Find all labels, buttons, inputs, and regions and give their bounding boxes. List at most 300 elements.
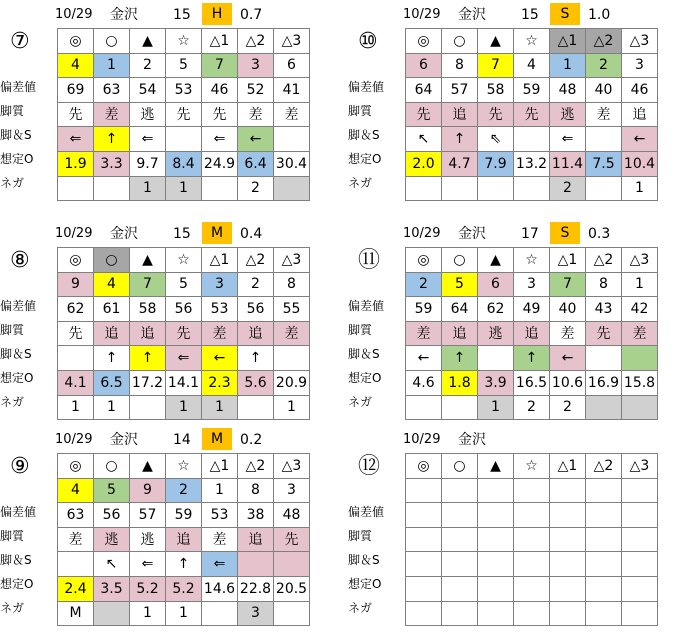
cell-renka1: ⇐ [550, 127, 586, 152]
race-score: 0.4 [240, 226, 263, 242]
cell-honmei: 64 [406, 78, 442, 103]
race-grade-badge: H [202, 3, 232, 25]
cell-hoshi: 4 [514, 53, 550, 78]
runner-count: 14 [173, 432, 191, 448]
cell-taikou: ↑ [442, 346, 478, 371]
mark-hoshi: ☆ [514, 248, 550, 273]
cell-renka2: 2 [238, 176, 274, 201]
row-label-expected-o: 想定O [348, 152, 382, 166]
expected-odds-row [58, 370, 310, 395]
cell-renka3: 1 [622, 272, 658, 297]
cell-renka2 [238, 552, 274, 577]
cell-hoshi [514, 552, 550, 577]
cell-renka2: 追 [238, 527, 274, 552]
cell-honmei: 4.6 [406, 370, 442, 395]
nega-row [58, 395, 310, 420]
cell-hoshi: 先 [166, 321, 202, 346]
cell-tanana: 1 [130, 601, 166, 626]
cell-renka2 [586, 503, 622, 528]
cell-renka1: ← [550, 346, 586, 371]
cell-renka1: 7 [550, 272, 586, 297]
mark-taikou: ○ [442, 29, 478, 54]
cell-hoshi [514, 176, 550, 201]
race-date: 10/29 [55, 226, 93, 241]
cell-honmei [406, 576, 442, 601]
race-number: ⑫ [358, 454, 381, 479]
cell-tanana: 逃 [478, 321, 514, 346]
cell-renka2: 3 [238, 53, 274, 78]
cell-renka3 [274, 346, 310, 371]
nega-row [406, 176, 658, 201]
mark-renka3: △3 [622, 454, 658, 479]
cell-renka1: 差 [202, 321, 238, 346]
cell-honmei [406, 527, 442, 552]
race-grade-badge: M [202, 428, 232, 450]
mark-renka2: △2 [586, 29, 622, 54]
mark-renka2: △2 [238, 29, 274, 54]
cell-renka1: 1 [550, 53, 586, 78]
mark-renka2: △2 [586, 454, 622, 479]
cell-hoshi: 3 [514, 272, 550, 297]
runner-count: 15 [173, 7, 191, 23]
prediction-grid [57, 28, 310, 201]
cell-tanana: 1 [130, 176, 166, 201]
prediction-grid [405, 247, 658, 420]
race-panel [0, 3, 330, 208]
cell-tanana: 6 [478, 272, 514, 297]
cell-renka1: 差 [550, 321, 586, 346]
race-panel [348, 222, 677, 427]
row-label-leg-quality: 脚質 [0, 323, 25, 337]
cell-tanana: 9.7 [130, 151, 166, 176]
race-header [0, 3, 330, 25]
cell-tanana: 54 [130, 78, 166, 103]
race-header [348, 428, 677, 450]
cell-taikou [94, 601, 130, 626]
row-label-nega: ネガ [0, 395, 25, 409]
nega-row [58, 176, 310, 201]
cell-renka1: 2 [550, 395, 586, 420]
race-panel [0, 222, 330, 427]
race-venue: 金沢 [458, 7, 486, 23]
cell-taikou: 差 [94, 102, 130, 127]
cell-hoshi [514, 527, 550, 552]
cell-renka2: 52 [238, 78, 274, 103]
cell-tanana [478, 346, 514, 371]
cell-renka1: 逃 [550, 102, 586, 127]
cell-taikou: 56 [94, 503, 130, 528]
cell-renka3 [622, 601, 658, 626]
race-header [348, 222, 677, 244]
mark-renka3: △3 [274, 29, 310, 54]
leg-speed-row [406, 346, 658, 371]
cell-tanana: 57 [130, 503, 166, 528]
cell-honmei: ⇐ [58, 127, 94, 152]
mark-renka3: △3 [622, 29, 658, 54]
cell-renka3: 1 [622, 176, 658, 201]
cell-tanana: 逃 [130, 527, 166, 552]
cell-hoshi: 1 [166, 176, 202, 201]
cell-renka2: 3 [238, 601, 274, 626]
race-grade-badge: S [550, 222, 580, 244]
cell-honmei [406, 552, 442, 577]
cell-renka2: 40 [586, 78, 622, 103]
leg-speed-row [58, 552, 310, 577]
mark-renka2: △2 [586, 248, 622, 273]
runner-count: 17 [521, 226, 539, 242]
cell-renka3: 41 [274, 78, 310, 103]
cell-taikou [94, 176, 130, 201]
deviation-row [406, 503, 658, 528]
cell-tanana [478, 478, 514, 503]
cell-hoshi [514, 503, 550, 528]
cell-hoshi: ↑ [514, 346, 550, 371]
race-date: 10/29 [403, 7, 441, 22]
mark-tanana: ▲ [130, 29, 166, 54]
mark-header-row [58, 248, 310, 273]
cell-taikou: 1.8 [442, 370, 478, 395]
runner-count: 15 [521, 7, 539, 23]
cell-honmei: 先 [406, 102, 442, 127]
cell-renka2: 7.5 [586, 151, 622, 176]
cell-renka1: 10.6 [550, 370, 586, 395]
cell-renka3 [274, 176, 310, 201]
mark-honmei: ◎ [58, 29, 94, 54]
leg-quality-row [406, 321, 658, 346]
cell-honmei: 4.1 [58, 370, 94, 395]
cell-renka2 [586, 576, 622, 601]
cell-hoshi: 追 [514, 321, 550, 346]
cell-taikou: 5 [442, 272, 478, 297]
row-label-expected-o: 想定O [348, 371, 382, 385]
mark-honmei: ◎ [58, 454, 94, 479]
row-label-nega: ネガ [348, 601, 373, 615]
cell-hoshi: 1 [166, 601, 202, 626]
cell-renka3: 3 [622, 53, 658, 78]
cell-hoshi: 5 [166, 53, 202, 78]
row-label-deviation: 偏差値 [348, 505, 385, 519]
cell-tanana: 先 [478, 102, 514, 127]
race-number: ⑧ [10, 248, 30, 273]
cell-renka2: 先 [586, 321, 622, 346]
cell-tanana: 5.2 [130, 576, 166, 601]
deviation-row [406, 297, 658, 322]
cell-honmei: 62 [58, 297, 94, 322]
cell-taikou: 3.5 [94, 576, 130, 601]
cell-honmei: 先 [58, 321, 94, 346]
cell-tanana: 7 [130, 272, 166, 297]
cell-renka3: 15.8 [622, 370, 658, 395]
cell-taikou: 5 [94, 478, 130, 503]
cell-renka2: 56 [238, 297, 274, 322]
leg-speed-row [406, 552, 658, 577]
cell-renka3: 差 [274, 321, 310, 346]
post-number-row [406, 478, 658, 503]
cell-renka2: 差 [238, 102, 274, 127]
cell-taikou: 追 [94, 321, 130, 346]
cell-renka2: 43 [586, 297, 622, 322]
cell-hoshi: 1 [166, 395, 202, 420]
cell-honmei: 差 [58, 527, 94, 552]
cell-honmei [406, 601, 442, 626]
cell-honmei: 差 [406, 321, 442, 346]
cell-renka3 [622, 552, 658, 577]
leg-speed-row [58, 127, 310, 152]
cell-honmei: ← [406, 346, 442, 371]
cell-honmei: 59 [406, 297, 442, 322]
race-grade-badge: S [550, 3, 580, 25]
cell-tanana: 追 [130, 321, 166, 346]
expected-odds-row [406, 576, 658, 601]
cell-hoshi: 2 [166, 478, 202, 503]
cell-renka2: 差 [586, 102, 622, 127]
cell-tanana: ↑ [130, 346, 166, 371]
mark-renka2: △2 [238, 454, 274, 479]
cell-renka1: 2 [550, 176, 586, 201]
cell-hoshi: 8.4 [166, 151, 202, 176]
cell-renka2 [586, 478, 622, 503]
mark-renka1: △1 [202, 454, 238, 479]
cell-taikou: 追 [442, 321, 478, 346]
row-label-leg-quality: 脚質 [0, 529, 25, 543]
cell-honmei [406, 395, 442, 420]
cell-renka2: ↑ [238, 346, 274, 371]
cell-hoshi [514, 478, 550, 503]
mark-hoshi: ☆ [166, 29, 202, 54]
mark-header-row [406, 29, 658, 54]
cell-renka2: 5.6 [238, 370, 274, 395]
cell-renka3: 1 [274, 395, 310, 420]
post-number-row [406, 272, 658, 297]
cell-renka3: 6 [274, 53, 310, 78]
cell-renka3: 20.5 [274, 576, 310, 601]
mark-taikou: ○ [442, 248, 478, 273]
cell-renka3 [274, 552, 310, 577]
mark-header-row [406, 454, 658, 479]
race-venue: 金沢 [458, 432, 486, 448]
cell-honmei: 4 [58, 478, 94, 503]
cell-renka3: ← [622, 127, 658, 152]
cell-renka2: 8 [586, 272, 622, 297]
cell-taikou [442, 176, 478, 201]
mark-tanana: ▲ [478, 248, 514, 273]
cell-renka1: 46 [202, 78, 238, 103]
race-panel [348, 3, 677, 208]
cell-renka1: 差 [202, 527, 238, 552]
mark-tanana: ▲ [130, 454, 166, 479]
mark-tanana: ▲ [130, 248, 166, 273]
cell-renka1 [550, 478, 586, 503]
expected-odds-row [406, 370, 658, 395]
cell-taikou: 64 [442, 297, 478, 322]
mark-honmei: ◎ [406, 248, 442, 273]
cell-renka2 [586, 552, 622, 577]
race-score: 0.3 [588, 226, 611, 242]
cell-renka2: 22.8 [238, 576, 274, 601]
cell-honmei [406, 503, 442, 528]
row-label-expected-o: 想定O [0, 577, 34, 591]
post-number-row [58, 53, 310, 78]
cell-renka3: 55 [274, 297, 310, 322]
cell-honmei: 69 [58, 78, 94, 103]
cell-hoshi: 先 [166, 102, 202, 127]
row-label-leg-quality: 脚質 [348, 104, 373, 118]
cell-tanana: 1 [478, 395, 514, 420]
mark-tanana: ▲ [478, 454, 514, 479]
prediction-grid [57, 247, 310, 420]
race-number: ⑦ [10, 29, 30, 54]
race-grade-badge [550, 428, 580, 450]
cell-renka1 [202, 601, 238, 626]
cell-renka2 [586, 395, 622, 420]
cell-taikou: 4.7 [442, 151, 478, 176]
cell-honmei: 先 [58, 102, 94, 127]
cell-renka2 [586, 176, 622, 201]
cell-taikou [442, 478, 478, 503]
nega-row [58, 601, 310, 626]
cell-honmei [58, 176, 94, 201]
cell-hoshi: ↑ [166, 552, 202, 577]
cell-tanana: 62 [478, 297, 514, 322]
mark-renka1: △1 [550, 29, 586, 54]
cell-taikou: 3.3 [94, 151, 130, 176]
cell-renka3 [622, 576, 658, 601]
cell-tanana: ⇐ [130, 127, 166, 152]
cell-taikou: 4 [94, 272, 130, 297]
cell-taikou: ↑ [94, 346, 130, 371]
cell-renka2: 16.9 [586, 370, 622, 395]
race-venue: 金沢 [110, 432, 138, 448]
expected-odds-row [406, 151, 658, 176]
cell-renka3: 先 [274, 527, 310, 552]
expected-odds-row [58, 151, 310, 176]
cell-honmei: ↖ [406, 127, 442, 152]
cell-hoshi [514, 127, 550, 152]
cell-renka1: 14.6 [202, 576, 238, 601]
row-label-deviation: 偏差値 [0, 299, 37, 313]
cell-renka3: 10.4 [622, 151, 658, 176]
race-venue: 金沢 [110, 226, 138, 242]
cell-hoshi: ⇐ [166, 346, 202, 371]
cell-renka1: ⇐ [202, 127, 238, 152]
row-label-nega: ネガ [348, 176, 373, 190]
cell-honmei [58, 552, 94, 577]
cell-renka3 [622, 503, 658, 528]
cell-renka1: ← [202, 346, 238, 371]
cell-hoshi: 5.2 [166, 576, 202, 601]
cell-hoshi: 53 [166, 78, 202, 103]
nega-row [406, 395, 658, 420]
cell-taikou: ↑ [442, 127, 478, 152]
cell-hoshi: 16.5 [514, 370, 550, 395]
leg-quality-row [406, 102, 658, 127]
leg-quality-row [58, 321, 310, 346]
deviation-row [58, 297, 310, 322]
mark-renka2: △2 [238, 248, 274, 273]
cell-tanana: ⇖ [478, 127, 514, 152]
cell-renka3: 8 [274, 272, 310, 297]
cell-tanana: 2 [130, 53, 166, 78]
cell-renka2: 38 [238, 503, 274, 528]
deviation-row [58, 78, 310, 103]
cell-renka2 [586, 527, 622, 552]
race-date: 10/29 [403, 432, 441, 447]
mark-honmei: ◎ [58, 248, 94, 273]
cell-tanana: 58 [130, 297, 166, 322]
cell-tanana: 58 [478, 78, 514, 103]
deviation-row [406, 78, 658, 103]
cell-honmei [406, 478, 442, 503]
mark-renka3: △3 [622, 248, 658, 273]
row-label-nega: ネガ [348, 395, 373, 409]
cell-hoshi: 先 [514, 102, 550, 127]
cell-renka3: 30.4 [274, 151, 310, 176]
cell-renka3 [622, 478, 658, 503]
mark-renka1: △1 [550, 454, 586, 479]
cell-renka1: 1 [202, 395, 238, 420]
cell-honmei: 9 [58, 272, 94, 297]
cell-honmei: 2 [406, 272, 442, 297]
cell-renka2: 2 [238, 272, 274, 297]
cell-tanana [478, 552, 514, 577]
cell-tanana: 9 [130, 478, 166, 503]
cell-hoshi: 追 [166, 527, 202, 552]
cell-renka2 [238, 395, 274, 420]
race-score: 0.7 [240, 7, 263, 23]
leg-speed-row [406, 127, 658, 152]
cell-tanana [478, 176, 514, 201]
cell-renka2: 2 [586, 53, 622, 78]
deviation-row [58, 503, 310, 528]
cell-renka3: 差 [274, 102, 310, 127]
row-label-deviation: 偏差値 [0, 505, 37, 519]
cell-hoshi: 49 [514, 297, 550, 322]
row-label-leg-quality: 脚質 [0, 104, 25, 118]
mark-hoshi: ☆ [514, 29, 550, 54]
cell-renka1: 53 [202, 297, 238, 322]
row-label-leg-s: 脚＆S [0, 128, 32, 142]
race-header [348, 3, 677, 25]
cell-renka1: 11.4 [550, 151, 586, 176]
mark-renka3: △3 [274, 454, 310, 479]
row-label-nega: ネガ [0, 601, 25, 615]
race-date: 10/29 [403, 226, 441, 241]
nega-row [406, 601, 658, 626]
cell-taikou [442, 576, 478, 601]
cell-tanana: 7.9 [478, 151, 514, 176]
runner-count: 15 [173, 226, 191, 242]
cell-taikou [442, 552, 478, 577]
cell-renka1 [550, 576, 586, 601]
race-panel [0, 428, 330, 633]
row-label-leg-quality: 脚質 [348, 529, 373, 543]
cell-renka2 [586, 127, 622, 152]
cell-tanana: 逃 [130, 102, 166, 127]
cell-renka3: 42 [622, 297, 658, 322]
leg-quality-row [58, 102, 310, 127]
cell-hoshi: 59 [514, 78, 550, 103]
cell-renka1: 53 [202, 503, 238, 528]
cell-taikou: 追 [442, 102, 478, 127]
cell-hoshi [514, 576, 550, 601]
mark-hoshi: ☆ [166, 454, 202, 479]
mark-header-row [58, 29, 310, 54]
race-header [0, 222, 330, 244]
row-label-leg-s: 脚＆S [348, 553, 380, 567]
cell-renka1: 7 [202, 53, 238, 78]
cell-taikou: 1 [94, 395, 130, 420]
post-number-row [58, 478, 310, 503]
